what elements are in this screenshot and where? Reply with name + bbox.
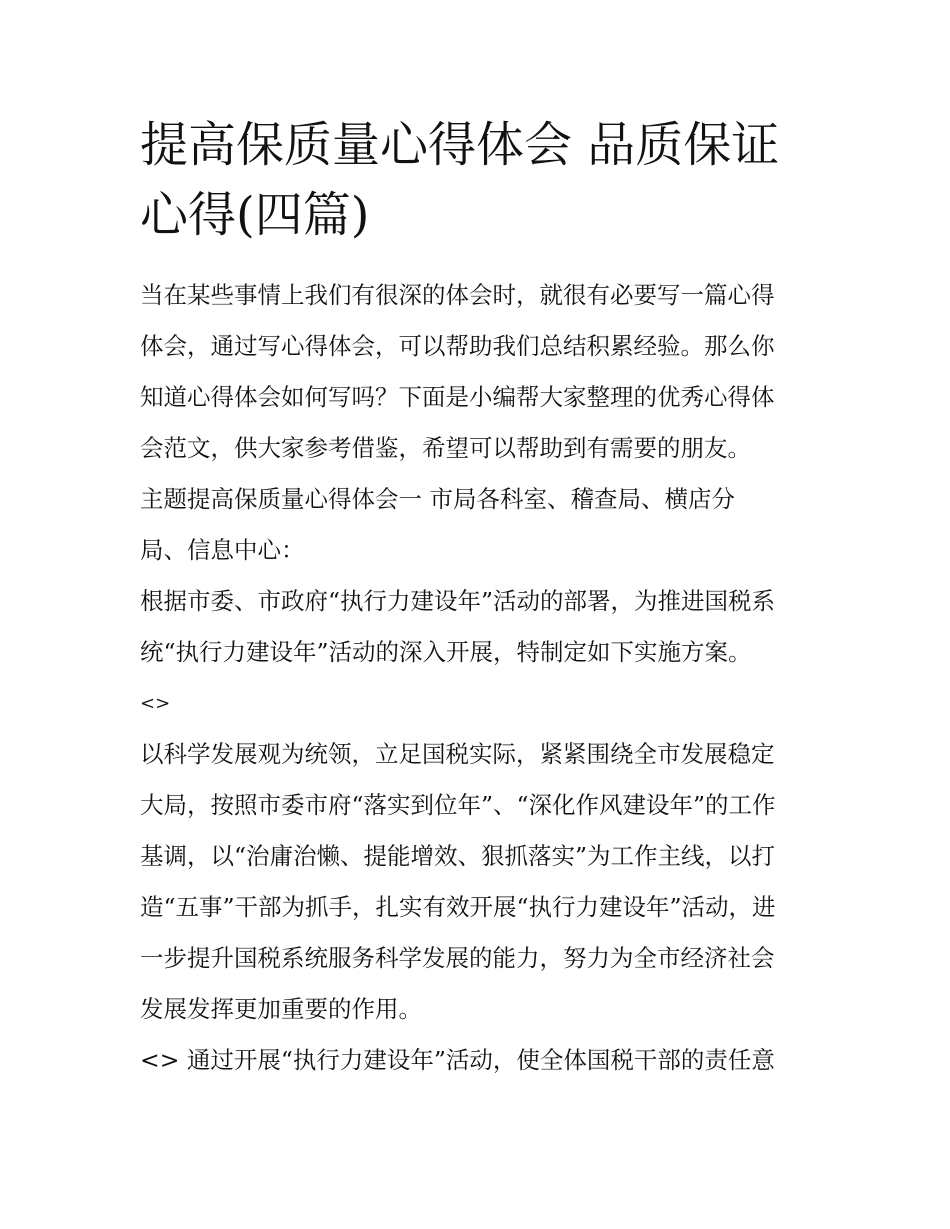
text-line: 统“执行力建设年”活动的深入开展，特制定如下实施方案。 — [140, 638, 752, 666]
text-line: 会范文，供大家参考借鉴，希望可以帮助到有需要的朋友。 — [140, 434, 751, 462]
goal-paragraph — [140, 1035, 815, 1086]
purpose-paragraph — [140, 576, 815, 678]
text-line: 根据市委、市政府“执行力建设年”活动的部署，为推进国税系 — [140, 587, 776, 615]
text-line: 知道心得体会如何写吗？下面是小编帮大家整理的优秀心得体 — [140, 383, 775, 411]
text-line: 当在某些事情上我们有很深的体会时，就很有必要写一篇心得 — [140, 281, 775, 309]
text-line: 以科学发展观为统领，立足国税实际，紧紧围绕全市发展稳定 — [140, 740, 775, 768]
text-line: 发展发挥更加重要的作用。 — [140, 995, 422, 1023]
section-marker — [140, 678, 815, 729]
document-title — [140, 110, 815, 250]
text-line: <> 通过开展“执行力建设年”活动，使全体国税干部的责任意 — [140, 1046, 775, 1074]
text-line: <> — [140, 693, 171, 714]
title-line-1: 提高保质量心得体会 品质保证 — [140, 117, 780, 173]
text-line: 一步提升国税系统服务科学发展的能力，努力为全市经济社会 — [140, 944, 775, 972]
title-line-2: 心得(四篇) — [140, 187, 370, 243]
text-line: 大局，按照市委市府“落实到位年”、“深化作风建设年”的工作 — [140, 791, 776, 819]
addressee-paragraph — [140, 474, 815, 576]
text-line: 造“五事”干部为抓手，扎实有效开展“执行力建设年”活动，进 — [140, 893, 776, 921]
guideline-paragraph — [140, 729, 815, 1035]
text-line: 体会，通过写心得体会，可以帮助我们总结积累经验。那么你 — [140, 332, 775, 360]
intro-paragraph — [140, 270, 815, 474]
document-page — [140, 110, 815, 1086]
text-line: 主题提高保质量心得体会一 市局各科室、稽查局、横店分 — [140, 485, 735, 513]
text-line: 基调，以“治庸治懒、提能增效、狠抓落实”为工作主线，以打 — [140, 842, 776, 870]
text-line: 局、信息中心： — [140, 536, 305, 564]
